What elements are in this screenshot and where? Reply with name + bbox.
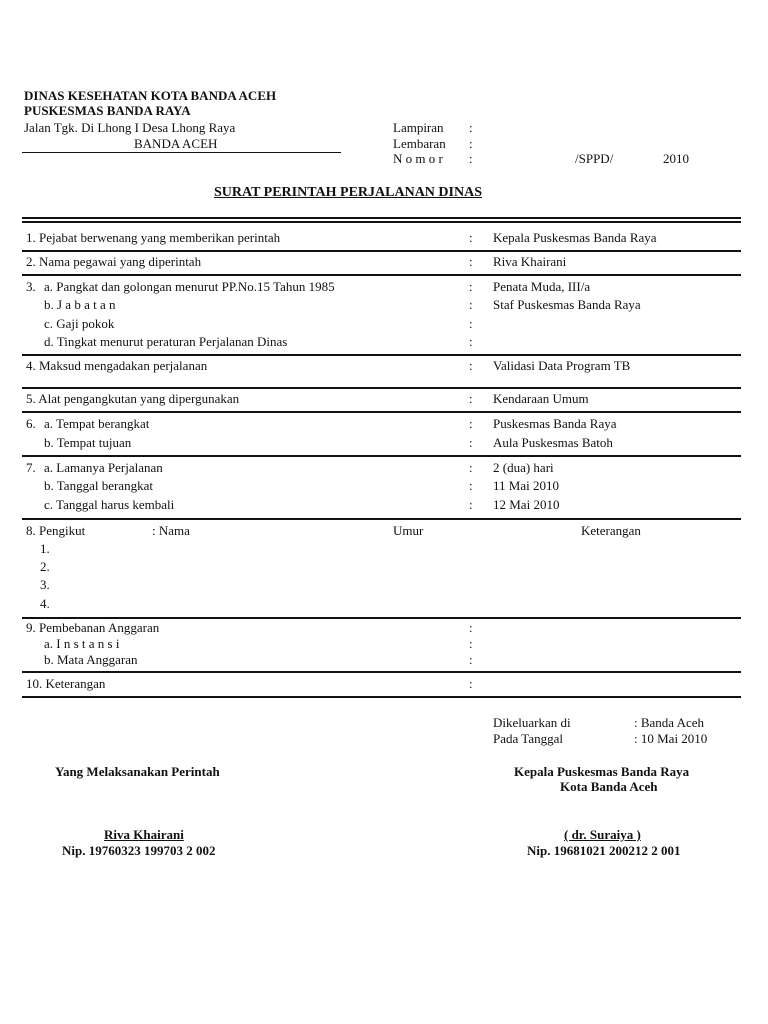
row8-umur-header: Umur [393,523,424,538]
row1-colon: : [469,230,473,245]
row4-label: 4. Maksud mengadakan perjalanan [26,358,208,373]
row7c-label: c. Tanggal harus kembali [44,497,175,512]
row5-value: Kendaraan Umum [493,391,589,406]
top-rule-1 [22,217,741,219]
issued-date-label: Pada Tanggal [493,731,563,746]
row8-item-1: 1. [40,541,50,556]
row3c-colon: : [469,316,473,331]
row10-colon: : [469,676,473,691]
row2-value: Riva Khairani [493,254,567,269]
nomor-colon: : [469,151,473,166]
row9b-label: b. Mata Anggaran [44,652,138,667]
row3c-label: c. Gaji pokok [44,316,115,331]
row3b-value: Staf Puskesmas Banda Raya [493,297,641,312]
row9-label: 9. Pembebanan Anggaran [26,620,160,635]
row6b-colon: : [469,435,473,450]
row6a-colon: : [469,416,473,431]
row6b-label: b. Tempat tujuan [44,435,132,450]
top-rule-2 [22,221,741,223]
row7b-colon: : [469,478,473,493]
row-divider [22,455,741,457]
row-divider [22,274,741,276]
right-signer-name: ( dr. Suraiya ) [564,827,641,842]
left-signer-name: Riva Khairani [104,827,184,842]
row1-label: 1. Pejabat berwenang yang memberikan perintah [26,230,281,245]
row8-item-2: 2. [40,559,50,574]
row4-value: Validasi Data Program TB [493,358,631,373]
row6-number: 6. [26,416,36,431]
row3d-label: d. Tingkat menurut peraturan Perjalanan Dinas [44,334,288,349]
nomor-year: 2010 [663,151,689,166]
row-divider [22,354,741,356]
row1-value: Kepala Puskesmas Banda Raya [493,230,657,245]
row7c-value: 12 Mai 2010 [493,497,560,512]
row5-label: 5. Alat pengangkutan yang dipergunakan [26,391,240,406]
row6b-value: Aula Puskesmas Batoh [493,435,613,450]
issued-place-label: Dikeluarkan di [493,715,571,730]
row7a-value: 2 (dua) hari [493,460,554,475]
row7c-colon: : [469,497,473,512]
row3a-label: a. Pangkat dan golongan menurut PP.No.15 Tahun 1985 [44,279,335,294]
row5-colon: : [469,391,473,406]
lembaran-colon: : [469,136,473,151]
document-title: SURAT PERINTAH PERJALANAN DINAS [214,185,482,200]
row7b-label: b. Tanggal berangkat [44,478,153,493]
row3b-label: b. J a b a t a n [44,297,116,312]
left-signer-nip: Nip. 19760323 199703 2 002 [62,843,216,858]
lembaran-label: Lembaran [393,136,446,151]
bottom-rule [22,696,741,698]
row8-label: 8. Pengikut [26,523,86,538]
row9-colon: : [469,620,473,635]
nomor-value: /SPPD/ [575,151,614,166]
row-divider [22,387,741,389]
row9a-label: a. I n s t a n s i [44,636,120,651]
row7a-colon: : [469,460,473,475]
row-divider [22,671,741,673]
row7a-label: a. Lamanya Perjalanan [44,460,163,475]
row-divider [22,617,741,619]
row7-number: 7. [26,460,36,475]
row2-colon: : [469,254,473,269]
issued-date-value: : 10 Mai 2010 [634,731,708,746]
row3-number: 3. [26,279,36,294]
row7b-value: 11 Mai 2010 [493,478,559,493]
row8-item-3: 3. [40,577,50,592]
agency-name: DINAS KESEHATAN KOTA BANDA ACEH [24,88,277,103]
clinic-address: Jalan Tgk. Di Lhong I Desa Lhong Raya [24,120,236,135]
left-signer-title: Yang Melaksanakan Perintah [55,764,220,779]
row10-label: 10. Keterangan [26,676,106,691]
clinic-city: BANDA ACEH [134,136,218,151]
row-divider [22,250,741,252]
row3d-colon: : [469,334,473,349]
lampiran-colon: : [469,120,473,135]
row9a-colon: : [469,636,473,651]
row8-keterangan-header: Keterangan [581,523,641,538]
row3a-colon: : [469,279,473,294]
row6a-value: Puskesmas Banda Raya [493,416,617,431]
right-signer-title-1: Kepala Puskesmas Banda Raya [514,764,690,779]
right-signer-title-2: Kota Banda Aceh [560,779,658,794]
issued-place-value: : Banda Aceh [634,715,705,730]
row2-label: 2. Nama pegawai yang diperintah [26,254,202,269]
right-signer-nip: Nip. 19681021 200212 2 001 [527,843,681,858]
row3a-value: Penata Muda, III/a [493,279,591,294]
lampiran-label: Lampiran [393,120,444,135]
row3b-colon: : [469,297,473,312]
header-underline [22,152,341,153]
row8-item-4: 4. [40,596,50,611]
clinic-name: PUSKESMAS BANDA RAYA [24,103,191,118]
row6a-label: a. Tempat berangkat [44,416,150,431]
row4-colon: : [469,358,473,373]
row8-nama-header: : Nama [152,523,190,538]
row-divider [22,411,741,413]
nomor-label: N o m o r [393,151,443,166]
row-divider [22,518,741,520]
row9b-colon: : [469,652,473,667]
